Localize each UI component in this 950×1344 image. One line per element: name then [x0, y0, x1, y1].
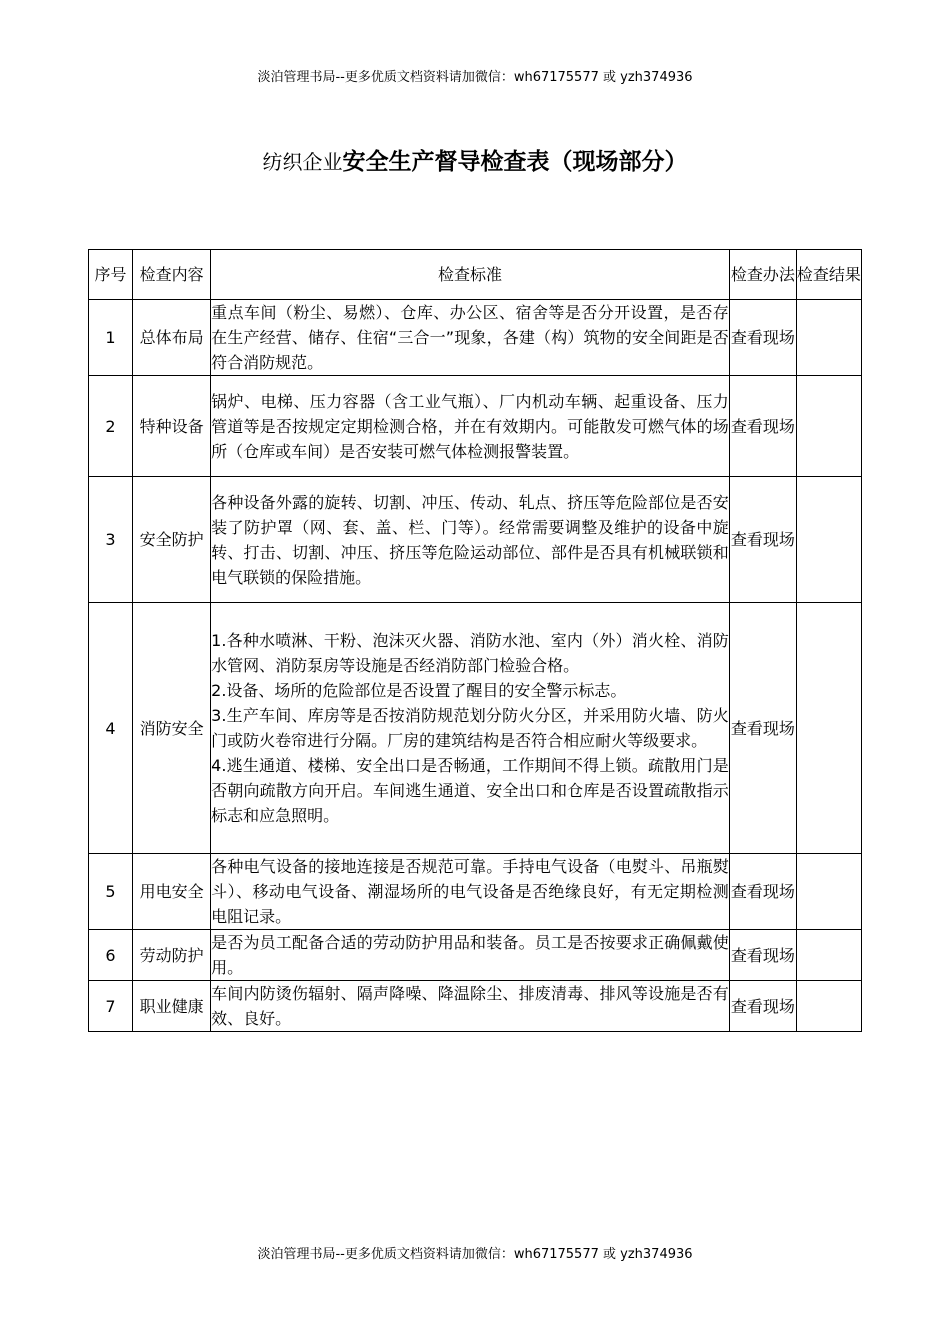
- table-row: [89, 376, 862, 477]
- row-method: 查看现场: [729, 981, 796, 1032]
- header-standard: 检查标准: [211, 250, 730, 300]
- standard-text: 车间内防烫伤辐射、隔声降噪、降温除尘、排废清毒、排风等设施是否有效、良好。: [211, 984, 729, 1028]
- table-header-row: [89, 250, 862, 300]
- standard-text: 4.逃生通道、楼梯、安全出口是否畅通，工作期间不得上锁。疏散用门是否朝向疏散方向开启。车间逃生通道、安全出口和仓库是否设置疏散指示标志和应急照明。: [211, 756, 729, 825]
- row-result[interactable]: [796, 603, 861, 854]
- standard-text: 是否为员工配备合适的劳动防护用品和装备。员工是否按要求正确佩戴使用。: [211, 933, 729, 977]
- standard-text: 1.各种水喷淋、干粉、泡沫灭火器、消防水池、室内（外）消火栓、消防水管网、消防泵房等设施是否经消防部门检验合格。: [211, 631, 729, 675]
- standard-text: 3.生产车间、库房等是否按消防规范划分防火分区，并采用防火墙、防火门或防火卷帘进行分隔。厂房的建筑结构是否符合相应耐火等级要求。: [211, 706, 729, 750]
- row-item: 职业健康: [133, 981, 211, 1032]
- row-method: 查看现场: [729, 930, 796, 981]
- row-result[interactable]: [796, 854, 861, 930]
- header-no: 序号: [89, 250, 133, 300]
- standard-text: 各种电气设备的接地连接是否规范可靠。手持电气设备（电熨斗、吊瓶熨斗）、移动电气设备、潮湿场所的电气设备是否绝缘良好，有无定期检测电阻记录。: [211, 857, 729, 926]
- row-result[interactable]: [796, 930, 861, 981]
- header-method: 检查办法: [729, 250, 796, 300]
- inspection-table: [88, 249, 862, 1032]
- row-number: 3: [89, 477, 133, 603]
- row-result[interactable]: [796, 376, 861, 477]
- row-result[interactable]: [796, 981, 861, 1032]
- row-number: 5: [89, 854, 133, 930]
- header-result: 检查结果: [796, 250, 861, 300]
- row-standard: [211, 300, 730, 376]
- row-item: 用电安全: [133, 854, 211, 930]
- row-standard: [211, 603, 730, 854]
- row-number: 6: [89, 930, 133, 981]
- row-method: 查看现场: [729, 854, 796, 930]
- row-method: 查看现场: [729, 477, 796, 603]
- row-standard: [211, 854, 730, 930]
- table-row: [89, 603, 862, 854]
- row-standard: [211, 981, 730, 1032]
- row-item: 安全防护: [133, 477, 211, 603]
- standard-text: 2.设备、场所的危险部位是否设置了醒目的安全警示标志。: [211, 681, 627, 700]
- footer-note: 淡泊管理书局--更多优质文档资料请加微信：wh67175577 或 yzh374936: [257, 1247, 693, 1262]
- table-row: [89, 854, 862, 930]
- row-item: 总体布局: [133, 300, 211, 376]
- row-item: 消防安全: [133, 603, 211, 854]
- row-standard: [211, 376, 730, 477]
- row-number: 2: [89, 376, 133, 477]
- row-number: 7: [89, 981, 133, 1032]
- standard-text: 各种设备外露的旋转、切割、冲压、传动、轧点、挤压等危险部位是否安装了防护罩（网、套、盖、栏、门等）。经常需要调整及维护的设备中旋转、打击、切割、冲压、挤压等危险运动部位、部件是否具有机械联锁和电气联锁的保险措施。: [211, 492, 729, 587]
- table-row: [89, 300, 862, 376]
- row-method: 查看现场: [729, 603, 796, 854]
- standard-text: 重点车间（粉尘、易燃）、仓库、办公区、宿舍等是否分开设置，是否存在生产经营、储存、住宿“三合一”现象，各建（构）筑物的安全间距是否符合消防规范。: [211, 303, 729, 372]
- row-result[interactable]: [796, 477, 861, 603]
- row-item: 劳动防护: [133, 930, 211, 981]
- row-number: 1: [89, 300, 133, 376]
- row-standard: [211, 930, 730, 981]
- row-standard: [211, 477, 730, 603]
- document-title-prefix: 纺织企业: [262, 150, 343, 174]
- table-row: [89, 477, 862, 603]
- row-method: 查看现场: [729, 300, 796, 376]
- standard-text: 锅炉、电梯、压力容器（含工业气瓶）、厂内机动车辆、起重设备、压力管道等是否按规定定期检测合格，并在有效期内。可能散发可燃气体的场所（仓库或车间）是否安装可燃气体检测报警装置。: [211, 391, 729, 461]
- table-row: [89, 981, 862, 1032]
- header-note: 淡泊管理书局--更多优质文档资料请加微信：wh67175577 或 yzh374936: [257, 70, 693, 85]
- row-result[interactable]: [796, 300, 861, 376]
- document-title: [0, 143, 950, 176]
- table-row: [89, 930, 862, 981]
- header-item: 检查内容: [133, 250, 211, 300]
- document-title-main: 安全生产督导检查表（现场部分）: [342, 148, 688, 175]
- row-method: 查看现场: [729, 376, 796, 477]
- row-item: 特种设备: [133, 376, 211, 477]
- row-number: 4: [89, 603, 133, 854]
